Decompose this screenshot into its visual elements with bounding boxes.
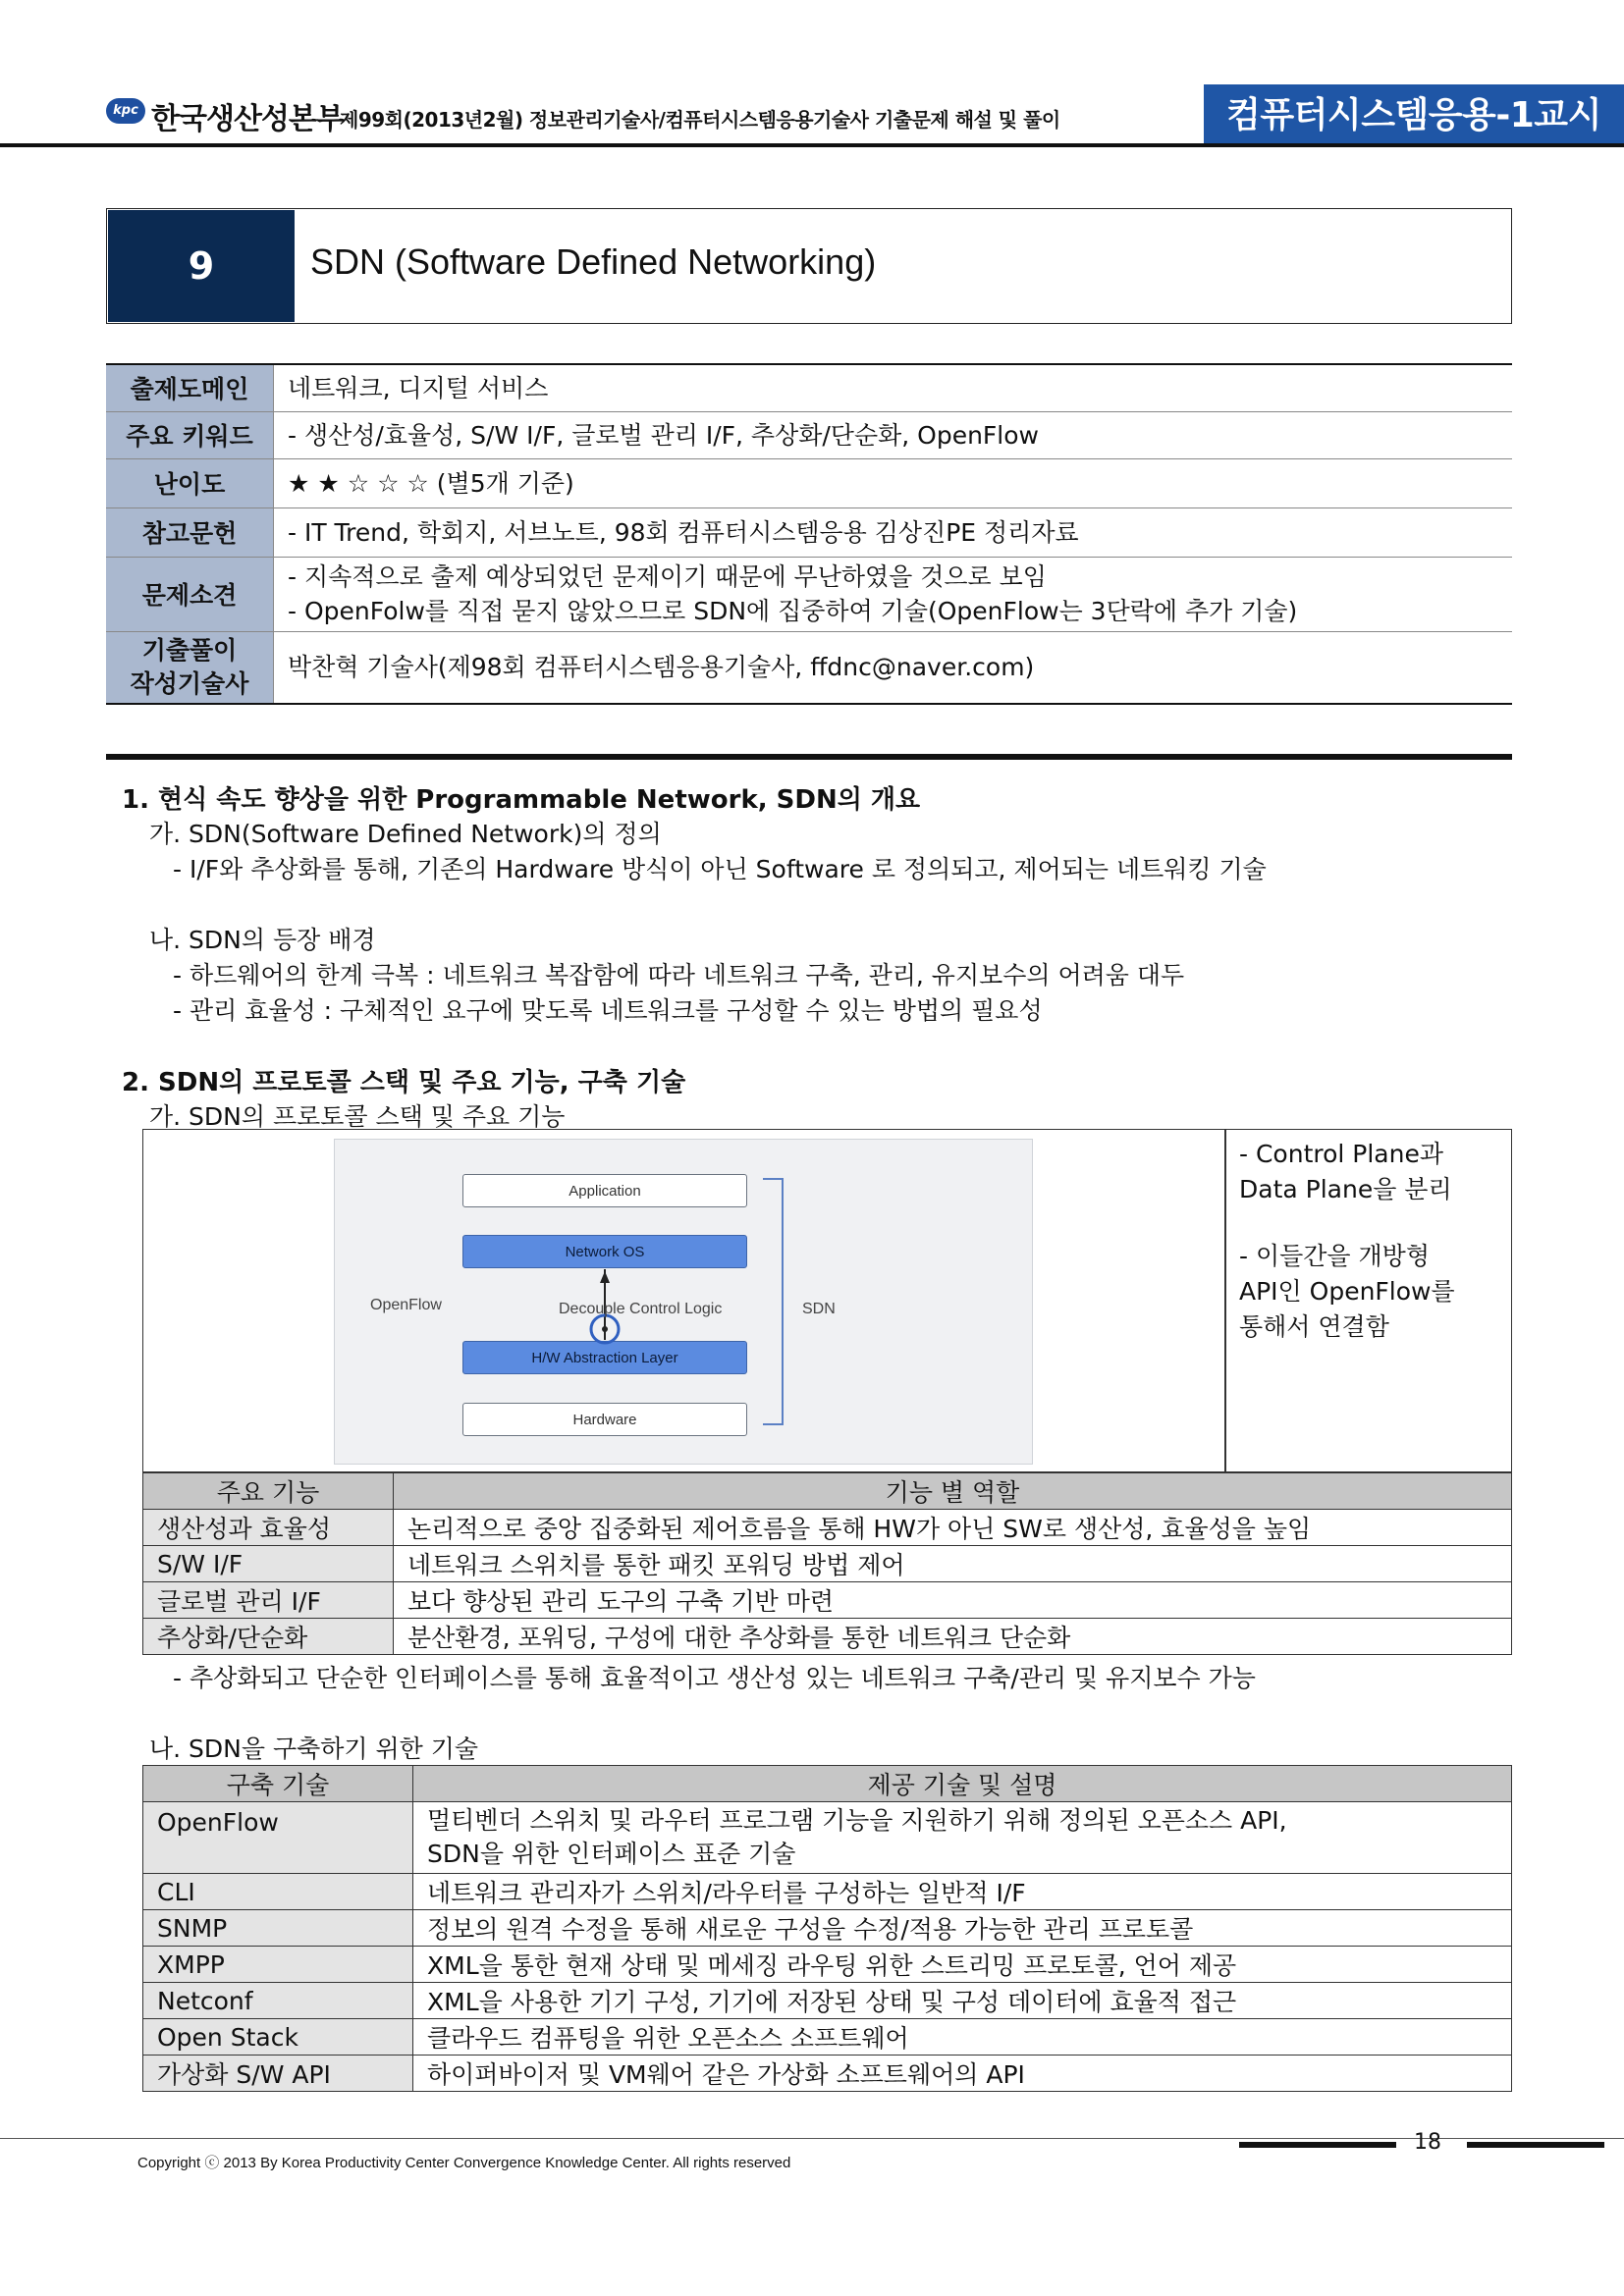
- function-name: 글로벌 관리 I/F: [143, 1582, 394, 1619]
- question-number: 9: [108, 210, 295, 322]
- function-name: 추상화/단순화: [143, 1619, 394, 1655]
- table-header: 주요 기능: [143, 1473, 394, 1510]
- question-title: SDN (Software Defined Networking): [310, 241, 877, 282]
- layer-hw-abstraction: H/W Abstraction Layer: [462, 1341, 747, 1374]
- info-row: [106, 458, 1512, 507]
- tech-desc: 네트워크 관리자가 스위치/라우터를 구성하는 일반적 I/F: [413, 1874, 1512, 1910]
- tech-desc: 정보의 원격 수정을 통해 새로운 구성을 수정/적용 가능한 관리 프로토콜: [413, 1910, 1512, 1947]
- function-role: 분산환경, 포워딩, 구성에 대한 추상화를 통한 네트워크 단순화: [394, 1619, 1512, 1655]
- footer-bar-left: [1239, 2142, 1396, 2148]
- decouple-label: Decouple Control Logic: [559, 1301, 723, 1317]
- table-row: [143, 1983, 1512, 2019]
- tech-desc: 하이퍼바이저 및 VM웨어 같은 가상화 소프트웨어의 API: [413, 2056, 1512, 2092]
- info-row: [106, 411, 1512, 458]
- info-value: 네트워크, 디지털 서비스: [274, 364, 1513, 411]
- tech-name: XMPP: [143, 1947, 413, 1983]
- note-line: Data Plane을 분리: [1239, 1175, 1452, 1203]
- arrow-up-icon: [600, 1271, 610, 1283]
- header-title: 제99회(2013년2월) 정보관리기술사/컴퓨터시스템응용기술사 기출문제 해설 및 풀이: [340, 108, 1060, 132]
- tech-desc: XML을 사용한 기기 구성, 기기에 저장된 상태 및 구성 데이터에 효율적 접근: [413, 1983, 1512, 2019]
- note-line: API인 OpenFlow를: [1239, 1277, 1455, 1306]
- function-name: S/W I/F: [143, 1546, 394, 1582]
- table-header: 기능 별 역할: [394, 1473, 1512, 1510]
- section1-a-title: 가. SDN(Software Defined Network)의 정의: [149, 820, 662, 848]
- section-divider: [106, 754, 1512, 760]
- header-rule: [0, 143, 1624, 147]
- tech-desc: 멀티벤더 스위치 및 라우터 프로그램 기능을 지원하기 위해 정의된 오픈소스 API, SDN을 위한 인터페이스 표준 기술: [413, 1802, 1512, 1874]
- info-label: 출제도메인: [106, 364, 274, 411]
- info-row: [106, 631, 1512, 704]
- section1-heading: 1. 현식 속도 향상을 위한 Programmable Network, SDN의 개요: [122, 785, 921, 815]
- difficulty-stars: ★ ★ ☆ ☆ ☆ (별5개 기준): [274, 458, 1513, 507]
- info-value: - IT Trend, 학회지, 서브노트, 98회 컴퓨터시스템응용 김상진PE 정리자료: [274, 507, 1513, 557]
- table-row: [143, 1510, 1512, 1546]
- table-header-row: [143, 1766, 1512, 1802]
- table-row: [143, 1910, 1512, 1947]
- footer-rule: [0, 2138, 1624, 2139]
- section1-b-title: 나. SDN의 등장 배경: [149, 926, 376, 954]
- openflow-label: OpenFlow: [370, 1297, 442, 1313]
- functions-table: [142, 1472, 1512, 1655]
- table-header-row: [143, 1473, 1512, 1510]
- copyright: Copyright ⓒ 2013 By Korea Productivity Center Convergence Knowledge Center. All rights reserved: [137, 2155, 791, 2171]
- function-name: 생산성과 효율성: [143, 1510, 394, 1546]
- tech-desc: 클라우드 컴퓨팅을 위한 오픈소스 소프트웨어: [413, 2019, 1512, 2056]
- sdn-label: SDN: [802, 1301, 836, 1317]
- author-info: 박찬혁 기술사(제98회 컴퓨터시스템응용기술사, ffdnc@naver.com): [274, 631, 1513, 704]
- info-label: 난이도: [106, 458, 274, 507]
- sdn-bracket: [763, 1179, 783, 1424]
- layer-application: Application: [462, 1174, 747, 1207]
- note-line: 통해서 연결함: [1239, 1312, 1389, 1341]
- section1-b-item: - 관리 효율성 : 구체적인 요구에 맞도록 네트워크를 구성할 수 있는 방법의 필요성: [173, 996, 1043, 1025]
- note-line: - Control Plane과: [1239, 1140, 1444, 1168]
- footer-bar-right: [1467, 2142, 1604, 2148]
- info-row: [106, 364, 1512, 411]
- info-row: [106, 557, 1512, 631]
- table-row: [143, 1802, 1512, 1874]
- section1-b-item: - 하드웨어의 한계 극복 : 네트워크 복잡함에 따라 네트워크 구축, 관리, 유지보수의 어려움 대두: [173, 961, 1185, 989]
- table-row: [143, 1874, 1512, 1910]
- table-row: [143, 1947, 1512, 1983]
- info-table: [106, 363, 1512, 705]
- tech-name: OpenFlow: [143, 1802, 413, 1874]
- section2-a-title: 가. SDN의 프로토콜 스택 및 주요 기능: [149, 1102, 566, 1131]
- table-row: [143, 2056, 1512, 2092]
- tech-name: Netconf: [143, 1983, 413, 2019]
- subject-badge: 컴퓨터시스템응용-1교시: [1204, 84, 1624, 147]
- table-row: [143, 2019, 1512, 2056]
- section2-heading: 2. SDN의 프로토콜 스택 및 주요 기능, 구축 기술: [122, 1068, 686, 1097]
- note-line: [1239, 1207, 1455, 1239]
- function-role: 논리적으로 중앙 집중화된 제어흐름을 통해 HW가 아닌 SW로 생산성, 효율성을 높임: [394, 1510, 1512, 1546]
- info-label: 기출풀이 작성기술사: [106, 631, 274, 704]
- layer-network-os: Network OS: [462, 1235, 747, 1268]
- info-value: - 생산성/효율성, S/W I/F, 글로벌 관리 I/F, 추상화/단순화, OpenFlow: [274, 411, 1513, 458]
- functions-note: - 추상화되고 단순한 인터페이스를 통해 효율적이고 생산성 있는 네트워크 구축/관리 및 유지보수 가능: [173, 1664, 1256, 1692]
- tech-desc: XML을 통한 현재 상태 및 메세징 라우팅 위한 스트리밍 프로토콜, 언어 제공: [413, 1947, 1512, 1983]
- page-number: 18: [1414, 2130, 1441, 2155]
- diagram-note: [1239, 1137, 1455, 1345]
- table-header: 제공 기술 및 설명: [413, 1766, 1512, 1802]
- tech-name: 가상화 S/W API: [143, 2056, 413, 2092]
- info-label: 문제소견: [106, 557, 274, 631]
- tech-name: CLI: [143, 1874, 413, 1910]
- tech-table: [142, 1765, 1512, 2092]
- section2-b-title: 나. SDN을 구축하기 위한 기술: [149, 1735, 479, 1763]
- function-role: 보다 향상된 관리 도구의 구축 기반 마련: [394, 1582, 1512, 1619]
- info-value: - 지속적으로 출제 예상되었던 문제이기 때문에 무난하였을 것으로 보임 - OpenFolw를 직접 묻지 않았으므로 SDN에 집중하여 기술(OpenFlow는 3단락에 추가 기술): [274, 557, 1513, 631]
- table-row: [143, 1582, 1512, 1619]
- function-role: 네트워크 스위치를 통한 패킷 포워딩 방법 제어: [394, 1546, 1512, 1582]
- info-label: 참고문헌: [106, 507, 274, 557]
- info-label: 주요 키워드: [106, 411, 274, 458]
- tech-name: SNMP: [143, 1910, 413, 1947]
- sdn-stack-diagram: [334, 1139, 1033, 1465]
- table-row: [143, 1619, 1512, 1655]
- diagram-table-separator: [1224, 1129, 1226, 1472]
- table-row: [143, 1546, 1512, 1582]
- table-header: 구축 기술: [143, 1766, 413, 1802]
- openflow-dot-icon: [602, 1326, 608, 1332]
- note-line: - 이들간을 개방형: [1239, 1242, 1430, 1270]
- kpc-logo: kpc: [106, 98, 145, 124]
- org-name: 한국생산성본부: [151, 102, 344, 136]
- layer-hardware: Hardware: [462, 1403, 747, 1436]
- section1-a-item: - I/F와 추상화를 통해, 기존의 Hardware 방식이 아닌 Software 로 정의되고, 제어되는 네트워킹 기술: [173, 855, 1267, 883]
- info-row: [106, 507, 1512, 557]
- tech-name: Open Stack: [143, 2019, 413, 2056]
